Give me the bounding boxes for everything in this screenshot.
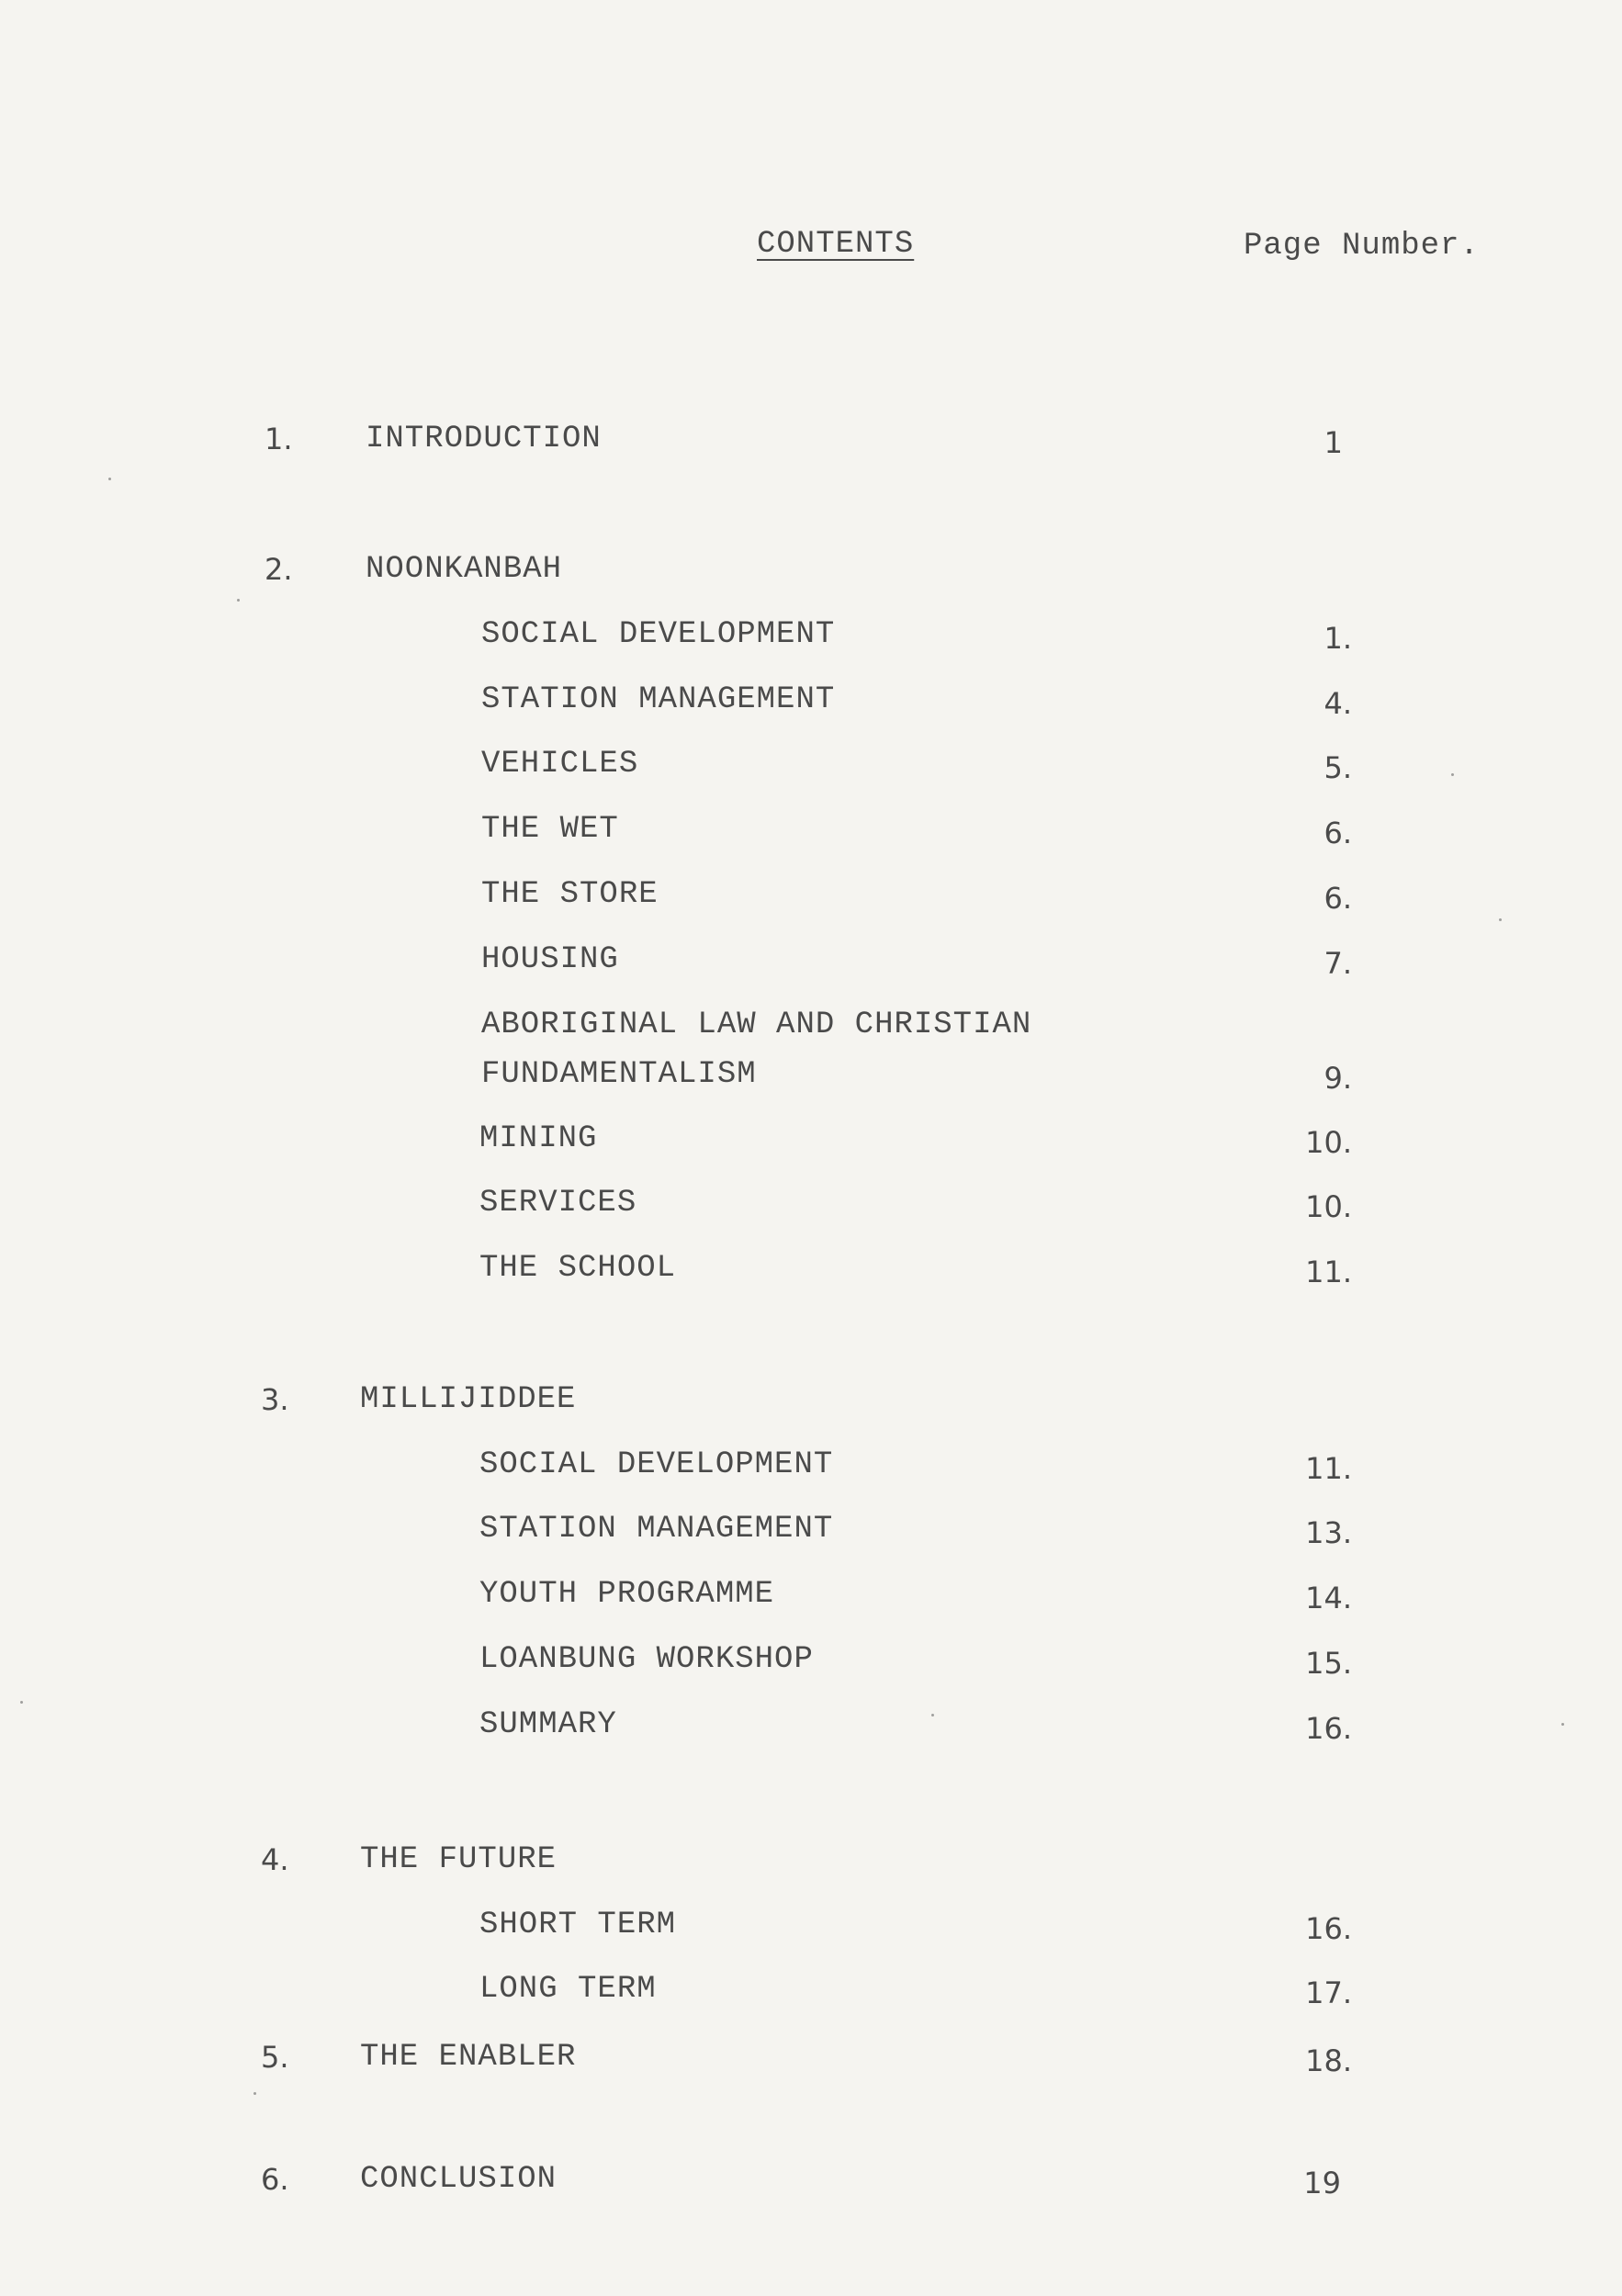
page-number: 5. (1324, 750, 1352, 785)
section-number: 6. (261, 2162, 289, 2197)
page-number: 13. (1305, 1515, 1352, 1550)
toc-entry: SOCIAL DEVELOPMENT (479, 1447, 834, 1482)
toc-entry: LOANBUNG WORKSHOP (479, 1642, 814, 1677)
toc-entry: LONG TERM (479, 1972, 657, 2007)
toc-entry: FUNDAMENTALISM (481, 1057, 757, 1092)
page-number: 15. (1305, 1646, 1352, 1681)
toc-entry: THE STORE (481, 877, 659, 912)
section-title-millijiddee: MILLIJIDDEE (360, 1382, 577, 1417)
page-number: 19 (1303, 2166, 1341, 2200)
toc-entry: THE SCHOOL (479, 1251, 677, 1286)
contents-title: CONTENTS (757, 227, 915, 262)
toc-entry: STATION MANAGEMENT (481, 682, 836, 717)
toc-entry: SERVICES (479, 1186, 637, 1221)
paper-speck (1499, 918, 1502, 921)
paper-speck (253, 2092, 256, 2095)
page-number: 10. (1305, 1189, 1352, 1224)
toc-entry: MINING (479, 1121, 598, 1156)
page-number-header: Page Number. (1244, 229, 1480, 264)
section-title-conclusion: CONCLUSION (360, 2162, 558, 2197)
toc-entry: THE WET (481, 812, 619, 847)
toc-entry: HOUSING (481, 942, 619, 977)
page-number: 1. (1324, 621, 1352, 656)
page-number: 11. (1305, 1451, 1352, 1486)
section-title-introduction: INTRODUCTION (366, 422, 602, 456)
page-number: 16. (1305, 1911, 1352, 1946)
page-number: 16. (1305, 1711, 1352, 1746)
toc-entry: STATION MANAGEMENT (479, 1512, 834, 1547)
section-number: 5. (261, 2040, 289, 2075)
page-number: 7. (1324, 946, 1352, 981)
toc-entry: SOCIAL DEVELOPMENT (481, 617, 836, 652)
toc-entry: YOUTH PROGRAMME (479, 1577, 775, 1612)
page-number: 17. (1305, 1975, 1352, 2010)
page-number: 4. (1324, 686, 1352, 721)
page-number: 18. (1305, 2043, 1352, 2078)
section-number: 3. (261, 1382, 289, 1417)
section-number: 2. (265, 552, 293, 587)
toc-entry: VEHICLES (481, 747, 639, 782)
page-number: 1 (1324, 425, 1343, 460)
paper-speck (1451, 773, 1454, 776)
page-number: 10. (1305, 1125, 1352, 1160)
paper-speck (931, 1714, 934, 1716)
toc-entry: ABORIGINAL LAW AND CHRISTIAN (481, 1007, 1032, 1042)
section-title-noonkanbah: NOONKANBAH (366, 552, 563, 587)
paper-speck (20, 1701, 23, 1704)
page-number: 9. (1324, 1061, 1352, 1096)
section-title-the-future: THE FUTURE (360, 1842, 558, 1877)
paper-speck (108, 478, 111, 480)
page-number: 14. (1305, 1581, 1352, 1615)
section-number: 4. (261, 1842, 289, 1877)
paper-speck (1561, 1723, 1564, 1726)
toc-entry: SUMMARY (479, 1707, 617, 1742)
toc-entry: SHORT TERM (479, 1908, 677, 1942)
page-number: 6. (1324, 881, 1352, 916)
section-number: 1. (265, 422, 293, 456)
page-number: 11. (1305, 1255, 1352, 1289)
paper-speck (237, 599, 240, 602)
page-number: 6. (1324, 816, 1352, 850)
section-title-the-enabler: THE ENABLER (360, 2040, 577, 2075)
